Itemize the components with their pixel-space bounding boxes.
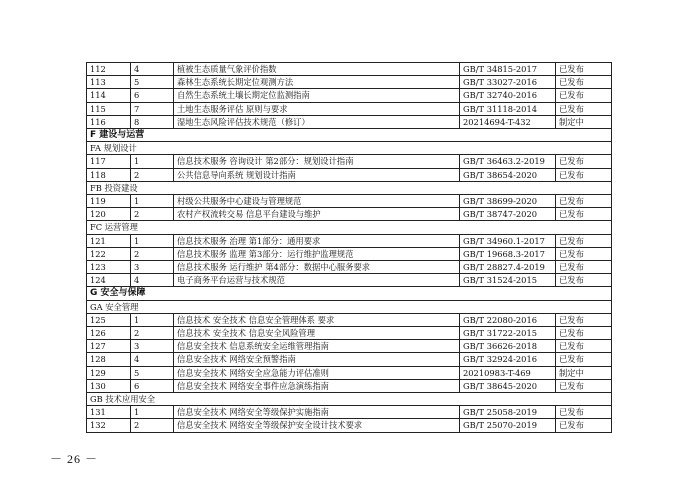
subsection-title: GB 技术应用安全	[87, 393, 612, 406]
row-number: 130	[87, 379, 131, 392]
table-row	[87, 261, 612, 274]
table-row	[87, 168, 612, 181]
table-row	[87, 340, 612, 353]
standard-code: GB/T 31722-2015	[460, 327, 556, 340]
subsection-header-row	[87, 142, 612, 155]
row-number: 122	[87, 247, 131, 260]
row-sequence: 2	[131, 168, 174, 181]
row-sequence: 4	[131, 63, 174, 76]
standard-code: GB/T 38654-2020	[460, 168, 556, 181]
standards-table-body	[87, 63, 612, 433]
subsection-header-row	[87, 181, 612, 194]
row-number: 132	[87, 419, 131, 432]
standard-code: GB/T 32740-2016	[460, 89, 556, 102]
row-sequence: 5	[131, 366, 174, 379]
standard-code: GB/T 28827.4-2019	[460, 261, 556, 274]
table-row	[87, 102, 612, 115]
standard-code: GB/T 25058-2019	[460, 406, 556, 419]
section-title: G 安全与保障	[87, 287, 612, 300]
standard-name: 信息安全技术 网络安全事件应急演练指南	[174, 379, 460, 392]
standard-code: GB/T 31524-2015	[460, 274, 556, 287]
row-sequence: 5	[131, 76, 174, 89]
standard-code: GB/T 31118-2014	[460, 102, 556, 115]
table-row	[87, 419, 612, 432]
row-sequence: 1	[131, 313, 174, 326]
section-title: F 建设与运营	[87, 129, 612, 142]
row-number: 115	[87, 102, 131, 115]
standard-status: 已发布	[556, 76, 612, 89]
standard-name: 电子商务平台运营与技术规范	[174, 274, 460, 287]
standard-code: GB/T 25070-2019	[460, 419, 556, 432]
subsection-title: FA 规划设计	[87, 142, 612, 155]
standard-status: 已发布	[556, 234, 612, 247]
standard-status: 已发布	[556, 261, 612, 274]
standard-name: 村级公共服务中心建设与管理规范	[174, 195, 460, 208]
row-sequence: 2	[131, 247, 174, 260]
standard-status: 已发布	[556, 63, 612, 76]
row-number: 114	[87, 89, 131, 102]
row-number: 120	[87, 208, 131, 221]
table-row	[87, 366, 612, 379]
row-sequence: 4	[131, 353, 174, 366]
table-row	[87, 406, 612, 419]
standard-status: 已发布	[556, 274, 612, 287]
standard-name: 信息技术服务 运行维护 第4部分：数据中心服务要求	[174, 261, 460, 274]
standard-code: GB/T 32924-2016	[460, 353, 556, 366]
standard-status: 已发布	[556, 155, 612, 168]
standard-name: 森林生态系统长期定位观测方法	[174, 76, 460, 89]
row-sequence: 3	[131, 261, 174, 274]
subsection-title: FC 运营管理	[87, 221, 612, 234]
table-row	[87, 313, 612, 326]
row-number: 129	[87, 366, 131, 379]
subsection-title: GA 安全管理	[87, 300, 612, 313]
standard-code: GB/T 38645-2020	[460, 379, 556, 392]
row-sequence: 2	[131, 208, 174, 221]
page-number: － 26 －	[50, 452, 99, 466]
subsection-title: FB 投资建设	[87, 181, 612, 194]
standard-name: 信息技术 安全技术 信息安全风险管理	[174, 327, 460, 340]
standard-code: GB/T 34815-2017	[460, 63, 556, 76]
standard-name: 农村产权流转交易 信息平台建设与维护	[174, 208, 460, 221]
standard-code: GB/T 22080-2016	[460, 313, 556, 326]
row-number: 118	[87, 168, 131, 181]
standard-name: 信息技术服务 治理 第1部分：通用要求	[174, 234, 460, 247]
standard-name: 土地生态服务评估 原则与要求	[174, 102, 460, 115]
row-number: 126	[87, 327, 131, 340]
standard-name: 信息安全技术 网络安全等级保护安全设计技术要求	[174, 419, 460, 432]
standard-name: 自然生态系统土壤长期定位监测指南	[174, 89, 460, 102]
table-row	[87, 208, 612, 221]
standard-status: 已发布	[556, 102, 612, 115]
row-number: 117	[87, 155, 131, 168]
section-header-row	[87, 287, 612, 300]
standard-status: 已发布	[556, 168, 612, 181]
row-sequence: 1	[131, 155, 174, 168]
row-number: 113	[87, 76, 131, 89]
table-row	[87, 155, 612, 168]
standard-name: 植被生态质量气象评价指数	[174, 63, 460, 76]
table-row	[87, 353, 612, 366]
row-number: 125	[87, 313, 131, 326]
standard-name: 湿地生态风险评估技术规范（修订）	[174, 115, 460, 128]
row-sequence: 3	[131, 340, 174, 353]
row-sequence: 1	[131, 195, 174, 208]
standard-status: 已发布	[556, 406, 612, 419]
standard-code: 20214694-T-432	[460, 115, 556, 128]
table-row	[87, 379, 612, 392]
row-number: 119	[87, 195, 131, 208]
standard-name: 公共信息导向系统 规划设计指南	[174, 168, 460, 181]
table-row	[87, 247, 612, 260]
standard-status: 已发布	[556, 340, 612, 353]
standard-code: 20210983-T-469	[460, 366, 556, 379]
table-row	[87, 115, 612, 128]
row-number: 112	[87, 63, 131, 76]
standard-status: 已发布	[556, 208, 612, 221]
row-sequence: 2	[131, 327, 174, 340]
row-number: 128	[87, 353, 131, 366]
row-sequence: 4	[131, 274, 174, 287]
standard-status: 已发布	[556, 419, 612, 432]
row-sequence: 2	[131, 419, 174, 432]
table-row	[87, 195, 612, 208]
standard-status: 已发布	[556, 247, 612, 260]
section-header-row	[87, 129, 612, 142]
standards-table	[86, 62, 612, 433]
standard-name: 信息技术服务 咨询设计 第2部分：规划设计指南	[174, 155, 460, 168]
standard-code: GB/T 38747-2020	[460, 208, 556, 221]
row-sequence: 1	[131, 406, 174, 419]
row-number: 127	[87, 340, 131, 353]
standard-code: GB/T 19668.3-2017	[460, 247, 556, 260]
standard-code: GB/T 36463.2-2019	[460, 155, 556, 168]
table-row	[87, 274, 612, 287]
table-row	[87, 234, 612, 247]
row-number: 121	[87, 234, 131, 247]
subsection-header-row	[87, 393, 612, 406]
standard-code: GB/T 36626-2018	[460, 340, 556, 353]
subsection-header-row	[87, 221, 612, 234]
row-number: 124	[87, 274, 131, 287]
table-row	[87, 63, 612, 76]
standard-name: 信息安全技术 网络安全预警指南	[174, 353, 460, 366]
row-number: 123	[87, 261, 131, 274]
standard-status: 已发布	[556, 327, 612, 340]
standard-code: GB/T 38699-2020	[460, 195, 556, 208]
row-number: 131	[87, 406, 131, 419]
standard-status: 已发布	[556, 353, 612, 366]
standard-name: 信息安全技术 网络安全等级保护实施指南	[174, 406, 460, 419]
row-sequence: 6	[131, 89, 174, 102]
standard-name: 信息技术 安全技术 信息安全管理体系 要求	[174, 313, 460, 326]
standard-name: 信息技术服务 监理 第3部分：运行维护监理规范	[174, 247, 460, 260]
standard-code: GB/T 34960.1-2017	[460, 234, 556, 247]
table-row	[87, 76, 612, 89]
table-row	[87, 327, 612, 340]
standard-name: 信息安全技术 网络安全应急能力评估准则	[174, 366, 460, 379]
standard-status: 已发布	[556, 379, 612, 392]
standard-status: 制定中	[556, 115, 612, 128]
standard-code: GB/T 33027-2016	[460, 76, 556, 89]
standard-status: 已发布	[556, 313, 612, 326]
table-row	[87, 89, 612, 102]
row-sequence: 1	[131, 234, 174, 247]
row-sequence: 8	[131, 115, 174, 128]
row-number: 116	[87, 115, 131, 128]
standard-status: 已发布	[556, 89, 612, 102]
subsection-header-row	[87, 300, 612, 313]
standard-status: 制定中	[556, 366, 612, 379]
row-sequence: 7	[131, 102, 174, 115]
standard-status: 已发布	[556, 195, 612, 208]
row-sequence: 6	[131, 379, 174, 392]
standard-name: 信息安全技术 信息系统安全运维管理指南	[174, 340, 460, 353]
